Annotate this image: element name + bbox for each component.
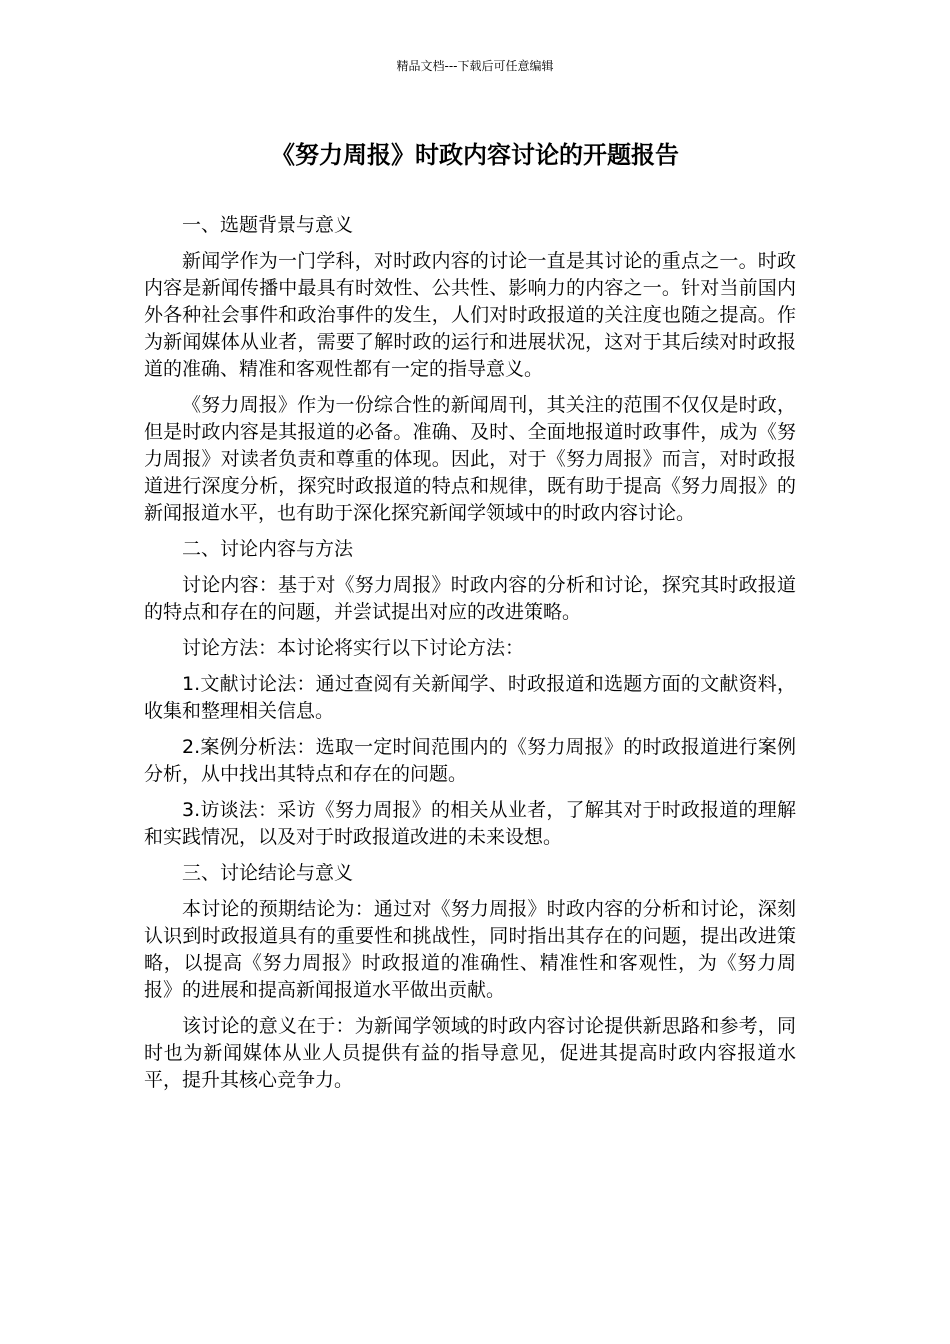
paragraph-method-intro: 讨论方法：本讨论将实行以下讨论方法： bbox=[182, 637, 525, 659]
document-body bbox=[144, 212, 796, 1103]
paragraph-background-1: 新闻学作为一门学科，对时政内容的讨论一直是其讨论的重点之一。时政内容是新闻传播中最具有时效性、公共性、影响力的内容之一。针对当前国内外各种社会事件和政治事件的发生，人们对时政报道的关注度也随之提高。作为新闻媒体从业者，需要了解时政的运行和进展状况，这对于其后续对时政报道的准确、精准和客观性都有一定的指导意义。 bbox=[144, 250, 796, 380]
paragraph-content: 讨论内容：基于对《努力周报》时政内容的分析和讨论，探究其时政报道的特点和存在的问题，并尝试提出对应的改进策略。 bbox=[144, 574, 796, 623]
section-heading-background: 一、选题背景与意义 bbox=[182, 214, 354, 236]
list-item-case-study: 2.案例分析法：选取一定时间范围内的《努力周报》的时政报道进行案例分析，从中找出其特点和存在的问题。 bbox=[144, 736, 796, 785]
section-heading-content-method: 二、讨论内容与方法 bbox=[182, 538, 354, 560]
paragraph-conclusion: 本讨论的预期结论为：通过对《努力周报》时政内容的分析和讨论，深刻认识到时政报道具有的重要性和挑战性，同时指出其存在的问题，提出改进策略，以提高《努力周报》时政报道的准确性、精准性和客观性，为《努力周报》的进展和提高新闻报道水平做出贡献。 bbox=[144, 898, 796, 1001]
paragraph-significance: 该讨论的意义在于：为新闻学领域的时政内容讨论提供新思路和参考，同时也为新闻媒体从业人员提供有益的指导意见，促进其提高时政内容报道水平，提升其核心竞争力。 bbox=[144, 1015, 796, 1091]
list-item-interview: 3.访谈法：采访《努力周报》的相关从业者，了解其对于时政报道的理解和实践情况，以及对于时政报道改进的未来设想。 bbox=[144, 799, 796, 848]
section-heading-conclusion: 三、讨论结论与意义 bbox=[182, 862, 354, 884]
header-note: 精品文档---下载后可任意编辑 bbox=[396, 59, 554, 73]
document-title: 《努力周报》时政内容讨论的开题报告 bbox=[271, 141, 679, 169]
list-item-literature: 1.文献讨论法：通过查阅有关新闻学、时政报道和选题方面的文献资料，收集和整理相关信息。 bbox=[144, 673, 796, 722]
paragraph-background-2: 《努力周报》作为一份综合性的新闻周刊，其关注的范围不仅仅是时政，但是时政内容是其报道的必备。准确、及时、全面地报道时政事件，成为《努力周报》对读者负责和尊重的体现。因此，对于《努力周报》而言，对时政报道进行深度分析，探究时政报道的特点和规律，既有助于提高《努力周报》的新闻报道水平，也有助于深化探究新闻学领域中的时政内容讨论。 bbox=[144, 394, 796, 524]
